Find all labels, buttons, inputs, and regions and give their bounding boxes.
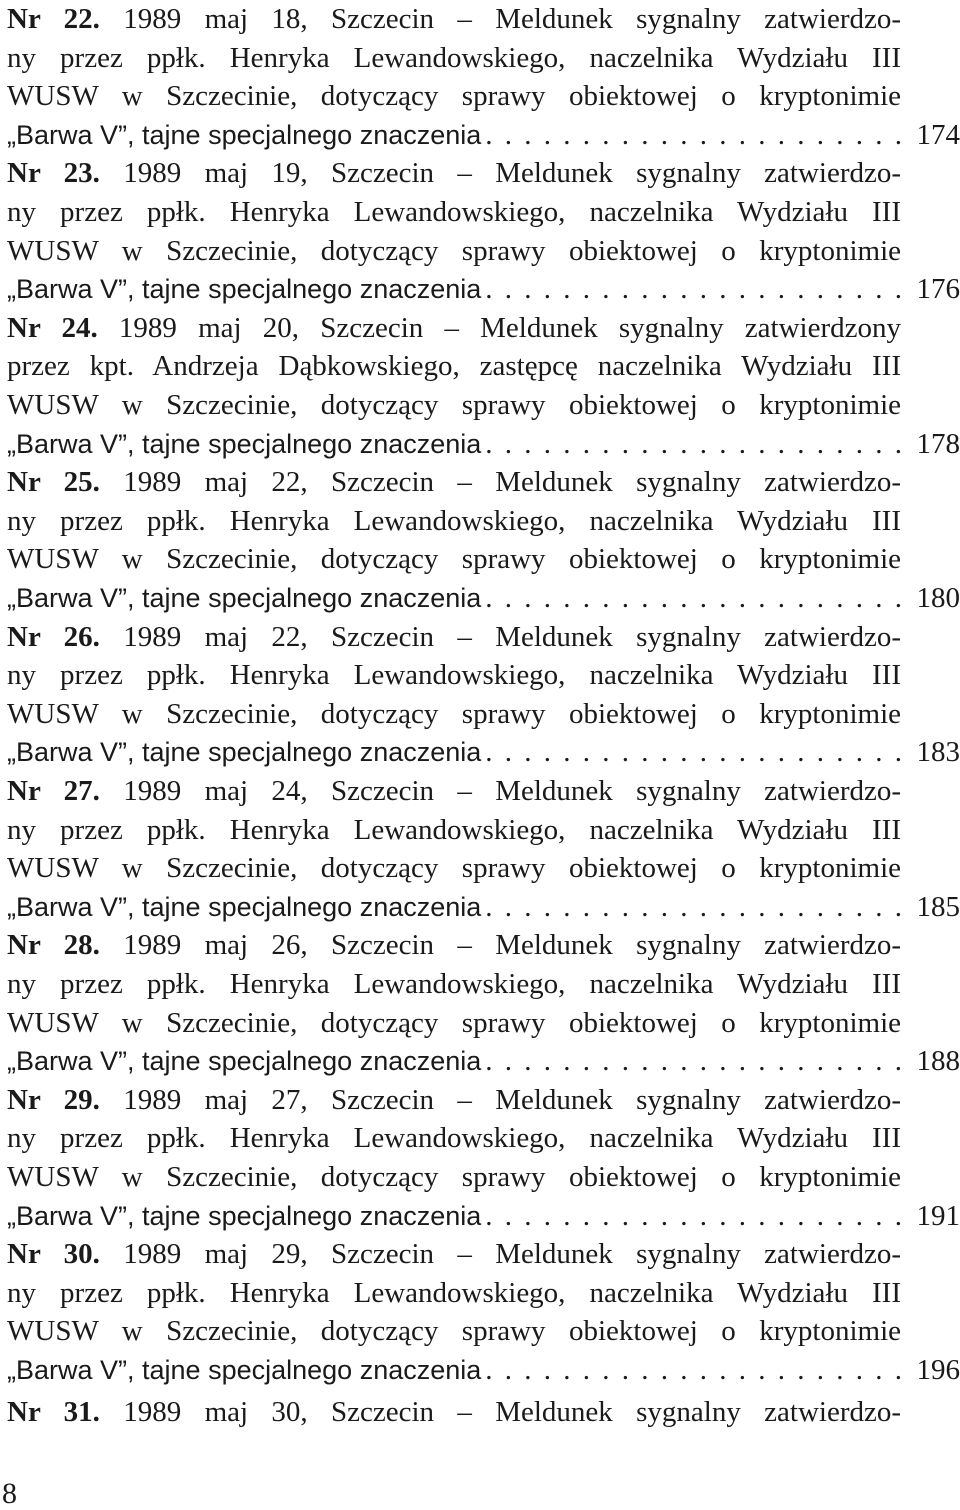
entry-first-line bbox=[7, 154, 901, 192]
entry-first-line bbox=[7, 1235, 901, 1273]
dot-leader bbox=[481, 888, 904, 926]
entry-first-line bbox=[7, 0, 901, 38]
entry-line: WUSW w Szczecinie, dotyczący sprawy obiektowej o kryptonimie bbox=[7, 1006, 901, 1039]
entry-heading: 1989 maj 18, Szczecin – Meldunek sygnalny zatwierdzo- bbox=[123, 3, 902, 35]
entry-title-line bbox=[7, 1197, 960, 1235]
entry-line: WUSW w Szczecinie, dotyczący sprawy obiektowej o kryptonimie bbox=[7, 1315, 901, 1348]
entry-title-line bbox=[7, 733, 960, 771]
entry-title-line bbox=[7, 888, 960, 926]
dot-leader bbox=[481, 1042, 904, 1080]
entry-first-line bbox=[7, 926, 901, 964]
entry-page-number: 174 bbox=[916, 118, 960, 151]
entry-first-line bbox=[7, 309, 901, 347]
entry-line: WUSW w Szczecinie, dotyczący sprawy obiektowej o kryptonimie bbox=[7, 697, 901, 730]
document-title: „Barwa V”, tajne specjalnego znaczenia bbox=[7, 1200, 482, 1231]
entry-heading: 1989 maj 30, Szczecin – Meldunek sygnalny zatwierdzo- bbox=[123, 1396, 902, 1428]
entry-heading: 1989 maj 22, Szczecin – Meldunek sygnalny zatwierdzo- bbox=[123, 466, 902, 499]
entry-line: WUSW w Szczecinie, dotyczący sprawy obiektowej o kryptonimie bbox=[7, 234, 901, 267]
entry-page-number: 183 bbox=[916, 736, 960, 769]
document-title: „Barwa V”, tajne specjalnego znaczenia bbox=[7, 737, 482, 768]
entry-number: Nr 28. bbox=[7, 929, 100, 962]
entry-heading: 1989 maj 19, Szczecin – Meldunek sygnalny zatwierdzo- bbox=[123, 157, 902, 190]
entry-heading: 1989 maj 22, Szczecin – Meldunek sygnalny zatwierdzo- bbox=[123, 620, 902, 653]
entry-number: Nr 31. bbox=[7, 1396, 100, 1428]
document-title: „Barwa V”, tajne specjalnego znaczenia bbox=[7, 1354, 482, 1385]
entry-line: WUSW w Szczecinie, dotyczący sprawy obiektowej o kryptonimie bbox=[7, 1160, 901, 1193]
entry-number: Nr 27. bbox=[7, 775, 100, 807]
dot-leader bbox=[481, 116, 904, 154]
entry-line: ny przez ppłk. Henryka Lewandowskiego, naczelnika Wydziału III bbox=[7, 41, 901, 74]
entry-title-line bbox=[7, 270, 960, 308]
dot-leader bbox=[481, 1197, 904, 1235]
document-title: „Barwa V”, tajne specjalnego znaczenia bbox=[7, 891, 482, 922]
entry-first-line bbox=[7, 772, 901, 810]
entry-number: Nr 22. bbox=[7, 3, 100, 35]
dot-leader bbox=[481, 270, 904, 308]
entry-page-number: 191 bbox=[916, 1199, 960, 1232]
entry-title-line bbox=[7, 425, 960, 463]
dot-leader bbox=[481, 579, 904, 617]
entry-line: WUSW w Szczecinie, dotyczący sprawy obiektowej o kryptonimie bbox=[7, 388, 901, 421]
entry-first-line bbox=[7, 618, 901, 656]
entry-title-line bbox=[7, 116, 960, 154]
document-title: „Barwa V”, tajne specjalnego znaczenia bbox=[7, 274, 482, 305]
entry-first-line bbox=[7, 463, 901, 501]
entry-line: ny przez ppłk. Henryka Lewandowskiego, naczelnika Wydziału III bbox=[7, 504, 901, 537]
entry-line: ny przez ppłk. Henryka Lewandowskiego, naczelnika Wydziału III bbox=[7, 1276, 901, 1309]
document-title: „Barwa V”, tajne specjalnego znaczenia bbox=[7, 119, 482, 150]
entry-page-number: 178 bbox=[916, 427, 960, 460]
entry-heading: 1989 maj 26, Szczecin – Meldunek sygnalny zatwierdzo- bbox=[123, 929, 902, 962]
entry-first-line bbox=[7, 1393, 901, 1431]
entry-heading: 1989 maj 29, Szczecin – Meldunek sygnalny zatwierdzo- bbox=[123, 1238, 902, 1271]
entry-heading: 1989 maj 24, Szczecin – Meldunek sygnalny zatwierdzo- bbox=[123, 775, 902, 807]
entry-line: ny przez ppłk. Henryka Lewandowskiego, naczelnika Wydziału III bbox=[7, 1122, 901, 1155]
entry-page-number: 196 bbox=[916, 1353, 960, 1386]
dot-leader bbox=[481, 1351, 904, 1389]
entry-title-line bbox=[7, 579, 960, 617]
entry-number: Nr 26. bbox=[7, 620, 100, 653]
document-title: „Barwa V”, tajne specjalnego znaczenia bbox=[7, 582, 482, 613]
entry-line: ny przez ppłk. Henryka Lewandowskiego, naczelnika Wydziału III bbox=[7, 813, 901, 846]
entry-title-line bbox=[7, 1042, 960, 1080]
entry-number: Nr 24. bbox=[7, 311, 98, 344]
entry-line: ny przez ppłk. Henryka Lewandowskiego, naczelnika Wydziału III bbox=[7, 967, 901, 1000]
dot-leader bbox=[481, 425, 904, 463]
entry-heading: 1989 maj 20, Szczecin – Meldunek sygnalny zatwierdzony bbox=[118, 311, 902, 344]
entry-number: Nr 23. bbox=[7, 157, 100, 190]
entry-line: WUSW w Szczecinie, dotyczący sprawy obiektowej o kryptonimie bbox=[7, 852, 901, 885]
entry-line: ny przez ppłk. Henryka Lewandowskiego, naczelnika Wydziału III bbox=[7, 659, 901, 692]
entry-page-number: 188 bbox=[916, 1045, 960, 1078]
entry-number: Nr 25. bbox=[7, 466, 100, 499]
entry-line: WUSW w Szczecinie, dotyczący sprawy obiektowej o kryptonimie bbox=[7, 80, 901, 113]
entry-heading: 1989 maj 27, Szczecin – Meldunek sygnalny zatwierdzo- bbox=[123, 1083, 902, 1116]
entry-page-number: 185 bbox=[916, 890, 960, 923]
entry-line: WUSW w Szczecinie, dotyczący sprawy obiektowej o kryptonimie bbox=[7, 543, 901, 576]
entry-number: Nr 30. bbox=[7, 1238, 100, 1271]
document-title: „Barwa V”, tajne specjalnego znaczenia bbox=[7, 428, 482, 459]
entry-title-line bbox=[7, 1351, 960, 1389]
entry-page-number: 176 bbox=[916, 273, 960, 306]
entry-line: przez kpt. Andrzeja Dąbkowskiego, zastępcę naczelnika Wydziału III bbox=[7, 350, 901, 383]
entry-page-number: 180 bbox=[916, 581, 960, 614]
page-number: 8 bbox=[2, 1477, 17, 1510]
entry-number: Nr 29. bbox=[7, 1083, 100, 1116]
entry-first-line bbox=[7, 1081, 901, 1119]
dot-leader bbox=[481, 733, 904, 771]
document-title: „Barwa V”, tajne specjalnego znaczenia bbox=[7, 1046, 482, 1077]
entry-line: ny przez ppłk. Henryka Lewandowskiego, naczelnika Wydziału III bbox=[7, 195, 901, 228]
